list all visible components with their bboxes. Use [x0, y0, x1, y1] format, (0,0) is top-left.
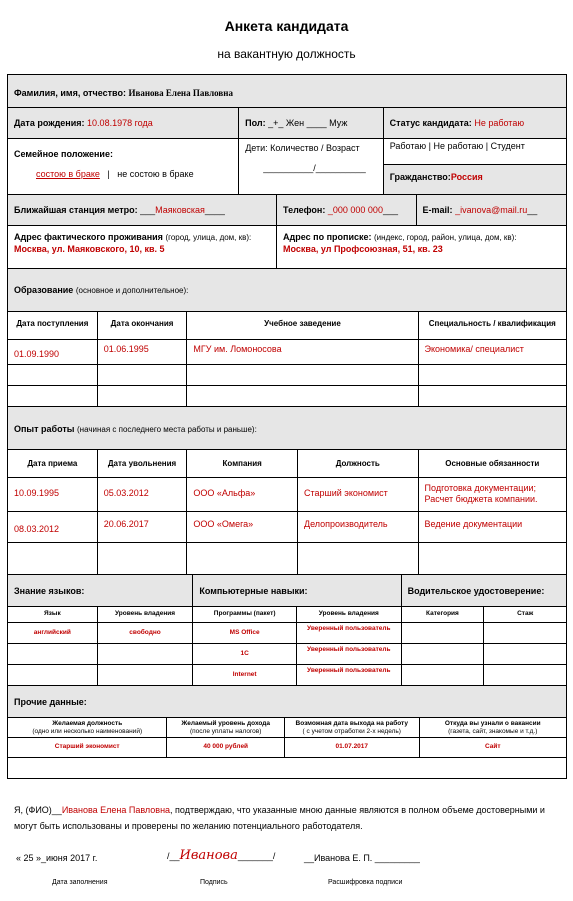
experience-col: Стаж	[517, 610, 534, 617]
gender-label: Пол:	[245, 118, 266, 128]
table-row	[8, 665, 566, 686]
metro-value[interactable]: Маяковская	[155, 205, 205, 215]
marital-sep: |	[107, 169, 110, 179]
confirm-body: , подтверждаю, что указанные мною данные являются в полном объеме достоверными и могут быть использованы и проверены по желанию потенциального работодателя.	[14, 805, 545, 831]
other-col-income-hint: (после уплаты налогов)	[190, 728, 262, 735]
decode-label: Расшифровка подписи	[328, 879, 403, 886]
email-label: E-mail:	[422, 205, 453, 215]
lang-cell[interactable]	[8, 644, 98, 664]
edu-cell-start[interactable]	[8, 365, 98, 385]
phone-post: ___	[382, 205, 398, 215]
exp-col-duties: Основные обязанности	[445, 459, 540, 468]
edu-cell-end[interactable]: 01.06.1995	[98, 340, 188, 364]
metro-post: ____	[204, 205, 225, 215]
table-row	[8, 758, 566, 778]
table-row	[8, 365, 566, 386]
experience-table-header	[8, 450, 566, 478]
education-header-row	[8, 269, 566, 312]
citizenship-value[interactable]: Россия	[450, 172, 483, 182]
drive-label: Водительское удостоверение:	[407, 586, 545, 596]
lang-level-cell[interactable]: свободно	[98, 623, 194, 643]
category-cell[interactable]	[402, 644, 485, 664]
experience-hint: (начиная с последнего места работы и раньше):	[76, 425, 257, 434]
address-reg-hint: (индекс, город, район, улица, дом, кв):	[374, 233, 517, 242]
other-col-source-hint: (газета, сайт, знакомые и т.д.)	[448, 728, 538, 735]
other-source-value[interactable]: Сайт	[484, 743, 501, 750]
exp-cell-company[interactable]: ООО «Омега»	[187, 512, 298, 542]
lang-label: Знание языков:	[8, 575, 193, 606]
address-fact-label: Адрес фактического проживания	[14, 232, 163, 242]
edu-cell-spec[interactable]	[419, 365, 566, 385]
exp-cell-company[interactable]: ООО «Альфа»	[187, 478, 298, 511]
other-position-value[interactable]: Старший экономист	[8, 738, 167, 757]
category-cell[interactable]	[402, 623, 485, 643]
other-col-start: Возможная дата выхода на работу	[295, 720, 408, 727]
table-row	[8, 512, 566, 543]
program-level-col: Уровень владения	[297, 607, 402, 622]
contact-row	[8, 195, 566, 226]
table-row	[8, 738, 566, 758]
exp-cell-end[interactable]: 05.03.2012	[98, 478, 188, 511]
edu-cell-school[interactable]: МГУ им. Ломоносова	[187, 340, 418, 364]
gender-female[interactable]: _+_ Жен	[268, 118, 305, 128]
exp-cell-company[interactable]	[187, 543, 298, 574]
program-level-cell[interactable]: Уверенный пользователь	[297, 644, 402, 664]
children-label: Дети: Количество / Возраст	[245, 143, 360, 153]
table-row	[8, 340, 566, 365]
exp-col-position: Должность	[298, 450, 419, 477]
program-cell[interactable]: MS Office	[193, 623, 297, 643]
edu-cell-school[interactable]	[187, 365, 418, 385]
edu-col-school: Учебное заведение	[187, 312, 418, 339]
other-start-value[interactable]: 01.07.2017	[285, 738, 420, 757]
edu-cell-start[interactable]: 01.09.1990	[8, 340, 98, 364]
birth-label: Дата рождения:	[14, 118, 85, 128]
email-value[interactable]: _ivanova@mail.ru	[455, 205, 528, 215]
confirmation-text	[14, 802, 562, 834]
fio-value[interactable]: Иванова Елена Павловна	[128, 88, 233, 98]
sign-label: Подпись	[200, 879, 228, 886]
sign-pre: /__	[167, 851, 180, 861]
sign-post: _______/	[237, 851, 276, 861]
status-value[interactable]: Не работаю	[474, 118, 525, 128]
table-row	[8, 623, 566, 644]
other-col-position: Желаемая должность	[52, 720, 123, 727]
program-cell[interactable]: 1С	[193, 644, 297, 664]
fill-date[interactable]: « 25 »_июня 2017 г.	[16, 853, 98, 863]
page-title: Анкета кандидата	[224, 18, 349, 34]
metro-label: Ближайшая станция метро:	[14, 205, 138, 215]
address-row	[8, 226, 566, 269]
lang-level-cell[interactable]	[98, 665, 194, 685]
exp-col-start: Дата приема	[8, 450, 98, 477]
program-col: Программы (пакет)	[193, 607, 297, 622]
category-col: Категория	[402, 607, 485, 622]
metro-pre: ___	[140, 205, 156, 215]
program-level-cell[interactable]: Уверенный пользователь	[297, 665, 402, 685]
table-row	[8, 478, 566, 512]
address-fact-value[interactable]: Москва, ул. Маяковского, 10, кв. 5	[14, 244, 165, 254]
edu-cell-spec[interactable]: Экономика/ специалист	[424, 344, 524, 354]
citizenship-label: Гражданство:	[389, 172, 451, 182]
other-header-row	[8, 686, 566, 718]
exp-cell-duties[interactable]: Подготовка документации; Расчет бюджета компании.	[424, 483, 538, 504]
table-row	[8, 644, 566, 665]
children-blank[interactable]: __________/__________	[263, 163, 366, 173]
program-cell[interactable]: Internet	[193, 665, 297, 685]
program-level-cell[interactable]: Уверенный пользователь	[297, 623, 402, 643]
skills-table-header	[8, 607, 566, 623]
email-post: __	[527, 205, 538, 215]
phone-label: Телефон:	[283, 205, 326, 215]
page-subtitle: на вакантную должность	[217, 47, 356, 61]
confirm-prefix: Я, (ФИО)__	[14, 805, 62, 815]
skills-header-row	[8, 575, 566, 607]
lang-col: Язык	[8, 607, 98, 622]
exp-cell-duties[interactable]	[419, 543, 566, 574]
comp-label: Компьютерные навыки:	[193, 575, 401, 606]
edu-cell-spec[interactable]	[419, 386, 566, 406]
fio-row	[8, 75, 566, 108]
marital-married[interactable]: состою в браке	[36, 169, 100, 179]
exp-cell-end[interactable]	[98, 543, 188, 574]
exp-col-company: Компания	[187, 450, 298, 477]
experience-label: Опыт работы	[14, 424, 75, 434]
signature[interactable]	[167, 848, 275, 863]
other-col-position-hint: (одно или несколько наименований)	[32, 728, 143, 735]
education-table-header	[8, 312, 566, 340]
education-label: Образование	[14, 285, 74, 295]
exp-cell-start[interactable]: 08.03.2012	[8, 512, 98, 542]
edu-cell-end[interactable]	[98, 386, 188, 406]
lang-level-col: Уровень владения	[98, 607, 194, 622]
category-cell[interactable]	[402, 665, 485, 685]
date-label: Дата заполнения	[52, 879, 108, 886]
edu-cell-school[interactable]	[187, 386, 418, 406]
exp-cell-position[interactable]: Делопроизводитель	[298, 512, 419, 542]
marital-single[interactable]: не состою в браке	[117, 169, 194, 179]
birth-value[interactable]: 10.08.1978 года	[87, 118, 153, 128]
lang-cell[interactable]	[8, 665, 98, 685]
status-options[interactable]: Работаю | Не работаю | Студент	[384, 139, 566, 165]
edu-cell-start[interactable]	[8, 386, 98, 406]
marital-row	[8, 139, 566, 195]
edu-col-end: Дата окончания	[98, 312, 188, 339]
other-table-header	[8, 718, 566, 738]
lang-level-cell[interactable]	[98, 644, 194, 664]
exp-cell-position[interactable]: Старший экономист	[298, 478, 419, 511]
address-reg-value[interactable]: Москва, ул Профсоюзная, 51, кв. 23	[283, 244, 443, 254]
address-reg-label: Адрес по прописке:	[283, 232, 372, 242]
other-col-income: Желаемый уровень дохода	[181, 720, 271, 727]
drive-exp-cell[interactable]	[484, 623, 566, 643]
signature-decode[interactable]: __Иванова Е. П. _________	[304, 853, 420, 863]
exp-cell-start[interactable]	[8, 543, 98, 574]
gender-male[interactable]: ____ Муж	[306, 118, 348, 128]
edu-col-start: Дата поступления	[8, 312, 98, 339]
other-col-start-hint: ( с учетом отработки 2-х недель)	[302, 728, 401, 735]
exp-col-end: Дата увольнения	[98, 450, 188, 477]
other-empty-row[interactable]	[8, 758, 566, 778]
edu-col-spec: Специальность / квалификация	[428, 319, 556, 328]
other-col-source: Откуда вы узнали о вакансии	[444, 720, 541, 727]
birth-row	[8, 108, 566, 139]
exp-cell-end[interactable]: 20.06.2017	[98, 512, 188, 542]
status-label: Статус кандидата:	[389, 118, 472, 128]
confirm-name[interactable]: Иванова Елена Павловна	[61, 805, 171, 815]
marital-label: Семейное положение:	[14, 149, 113, 159]
drive-exp-cell[interactable]	[484, 644, 566, 664]
address-fact-hint: (город, улица, дом, кв):	[165, 233, 252, 242]
phone-value[interactable]: _000 000 000	[327, 205, 383, 215]
edu-cell-end[interactable]	[98, 365, 188, 385]
table-row	[8, 386, 566, 407]
education-hint: (основное и дополнительное):	[75, 286, 189, 295]
exp-cell-position[interactable]	[298, 543, 419, 574]
other-income-value[interactable]: 40 000 рублей	[167, 738, 285, 757]
lang-cell[interactable]: английский	[8, 623, 98, 643]
fio-label: Фамилия, имя, отчество:	[14, 88, 126, 98]
drive-exp-cell[interactable]	[484, 665, 566, 685]
experience-header-row	[8, 407, 566, 450]
exp-cell-start[interactable]: 10.09.1995	[8, 478, 98, 511]
other-label: Прочие данные:	[14, 697, 87, 707]
exp-cell-duties[interactable]: Ведение документации	[424, 519, 523, 529]
questionnaire-form	[7, 74, 567, 779]
table-row	[8, 543, 566, 575]
sign-handwritten: Иванова	[179, 848, 238, 863]
